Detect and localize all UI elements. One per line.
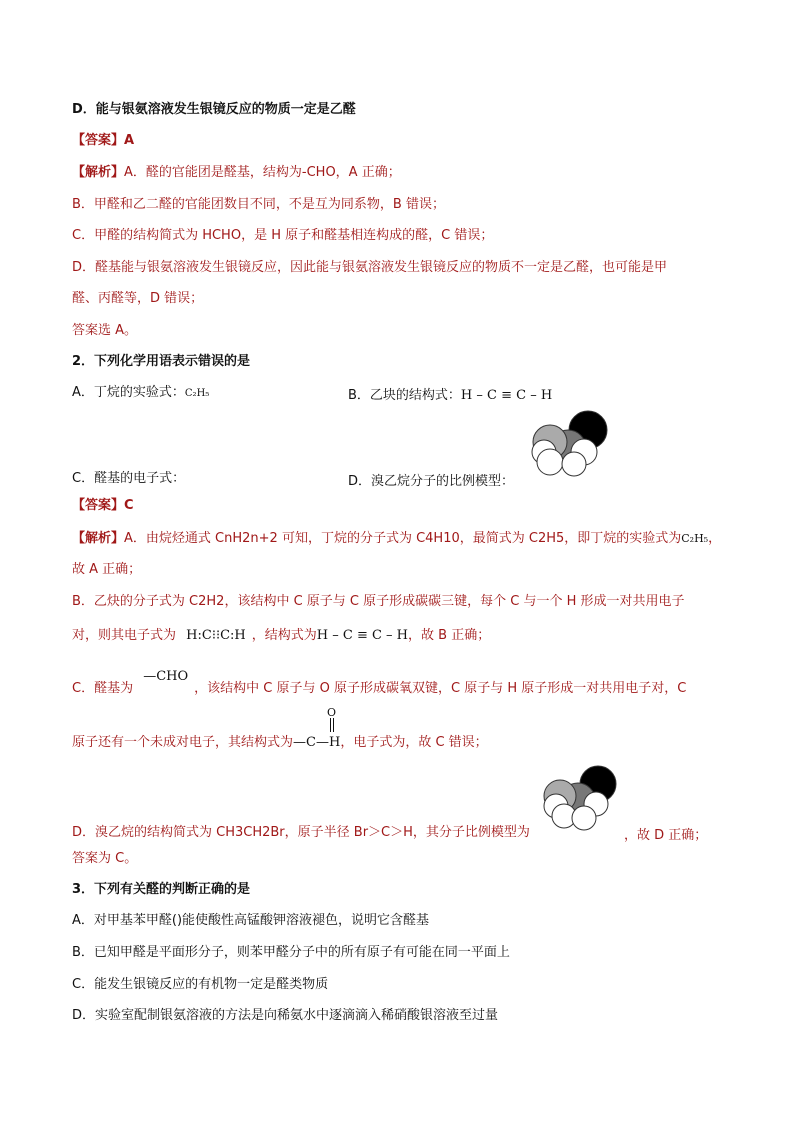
- analysis-text: 对，则其电子式为: [72, 628, 177, 643]
- analysis-label: 【解析】: [72, 165, 125, 180]
- analysis-text: C．醛基为: [72, 681, 134, 696]
- carbonyl-oxygen: O: [327, 706, 337, 719]
- formula: C₂H₅: [681, 532, 709, 545]
- q1-analysis-c: C．甲醛的结构简式为 HCHO，是 H 原子和醛基相连构成的醛，C 错误；: [72, 228, 494, 243]
- analysis-text: ，电子式为，故 C 错误；: [340, 735, 488, 750]
- bromoethane-model-icon: [522, 404, 614, 478]
- q2-answer: [72, 497, 134, 515]
- aldehyde-group: —CHO: [143, 669, 189, 684]
- q1-analysis-d1: D．醛基能与银氨溶液发生银镜反应，因此能与银氨溶液发生银镜反应的物质不一定是乙醛，也可能是甲: [72, 260, 668, 275]
- q2-option-a: [72, 384, 209, 403]
- option-text: B．乙块的结构式：: [348, 388, 461, 403]
- analysis-text: A．由烷烃通式 CnH2n+2 可知，丁烷的分子式为 C4H10，最简式为 C2H5，即丁烷的实验式为: [124, 531, 682, 546]
- bromoethane-model-icon: [534, 762, 622, 834]
- option-text: A．丁烷的实验式：: [72, 385, 185, 400]
- double-bond: [330, 718, 334, 732]
- q2-analysis-c1: [72, 669, 687, 698]
- q3-option-a: A．对甲基苯甲醛()能使酸性高锰酸钾溶液褪色，说明它含醛基: [72, 913, 430, 928]
- q2-analysis-b1: B．乙炔的分子式为 C2H2，该结构中 C 原子与 C 原子形成碳碳三键，每个 C 与一个 H 形成一对共用电子: [72, 594, 685, 609]
- q2-analysis-d-end: ，故 D 正确；: [624, 828, 708, 843]
- analysis-text: A．醛的官能团是醛基，结构为-CHO，A 正确；: [124, 165, 401, 180]
- q2-conclusion: 答案为 C。: [72, 851, 138, 866]
- q1-analysis-b: B．甲醛和乙二醛的官能团数目不同，不是互为同系物，B 错误；: [72, 197, 445, 212]
- q2-option-c: C．醛基的电子式：: [72, 471, 186, 486]
- q2-analysis-c2: [72, 734, 488, 752]
- analysis-text: ，结构式为: [251, 628, 317, 643]
- q1-answer: [72, 132, 134, 150]
- analysis-label: 【解析】: [72, 531, 125, 546]
- answer-label: 【答案】: [72, 498, 125, 513]
- q2-analysis-b2: [72, 627, 490, 645]
- q3-option-b: B．已知甲醛是平面形分子，则苯甲醛分子中的所有原子有可能在同一平面上: [72, 945, 510, 960]
- analysis-text: ，该结构中 C 原子与 O 原子形成碳氧双键，C 原子与 H 原子形成一对共用电子对，C: [194, 681, 687, 696]
- structural-formula: H – C ≡ C – H: [316, 628, 409, 643]
- q2-stem: 2．下列化学用语表示错误的是: [72, 354, 251, 369]
- analysis-end: ，: [708, 531, 722, 546]
- q3-option-c: C．能发生银镜反应的有机物一定是醛类物质: [72, 977, 329, 992]
- electron-formula: H:C⁝⁝C:H: [186, 628, 246, 643]
- q2-option-b: [348, 384, 552, 403]
- q2-analysis-a2: 故 A 正确；: [72, 562, 142, 577]
- answer-value: C: [124, 498, 134, 513]
- analysis-text: 原子还有一个未成对电子，其结构式为: [72, 735, 294, 750]
- analysis-text: ，故 B 正确；: [408, 628, 491, 643]
- q1-conclusion: 答案选 A。: [72, 323, 138, 338]
- structural-formula: —C—H: [293, 735, 341, 750]
- answer-label: 【答案】: [72, 133, 125, 148]
- q1-analysis-a: [72, 164, 401, 182]
- q2-analysis-a1: [72, 530, 721, 548]
- option-formula: C₂H₅: [184, 388, 210, 399]
- q3-option-d: D．实验室配制银氨溶液的方法是向稀氨水中逐滴滴入稀硝酸银溶液至过量: [72, 1008, 499, 1023]
- option-formula: H – C ≡ C – H: [460, 388, 553, 403]
- q1-option-d: D．能与银氨溶液发生银镜反应的物质一定是乙醛: [72, 102, 356, 117]
- q1-analysis-d2: 醛、丙醛等，D 错误；: [72, 291, 204, 306]
- q2-analysis-d: D．溴乙烷的结构简式为 CH3CH2Br，原子半径 Br＞C＞H，其分子比例模型为: [72, 825, 530, 840]
- q3-stem: 3．下列有关醛的判断正确的是: [72, 882, 251, 897]
- answer-value: A: [124, 133, 135, 148]
- q2-option-d: D．溴乙烷分子的比例模型：: [348, 474, 515, 489]
